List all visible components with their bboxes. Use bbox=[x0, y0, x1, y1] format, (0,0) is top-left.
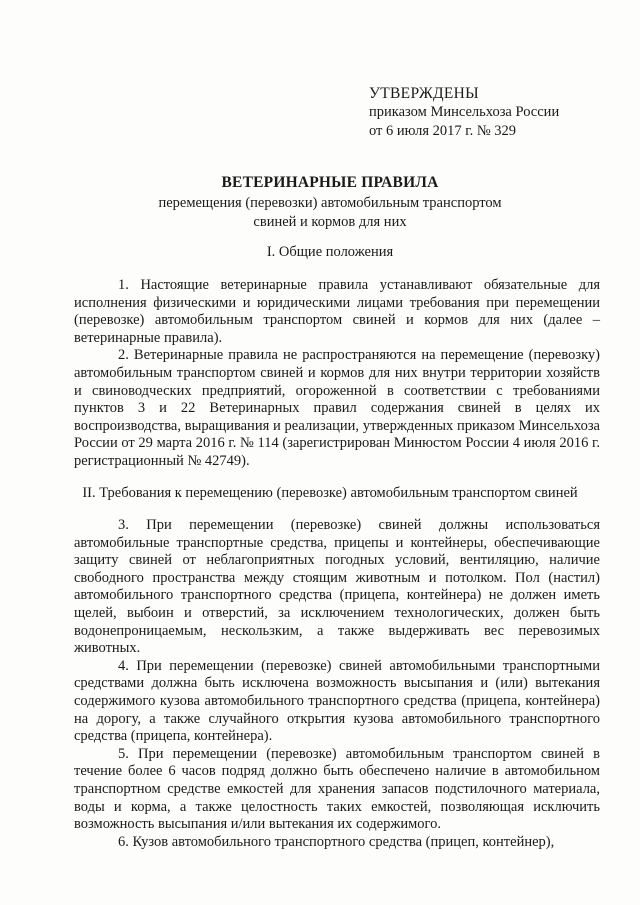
paragraph-4: 4. При перемещении (перевозке) свиней автомобильными транспортными средствами должна быть исключена возможность высыпания и (или) вытекания содержимого кузова автомобильного транспортного средства (прицепа, контейнера) на дорогу, а также случайного открытия кузова автомобильного транспортного средства (прицепа, контейнера). bbox=[74, 657, 600, 745]
paragraph-2: 2. Ветеринарные правила не распространяются на перемещение (перевозку) автомобильным транспортом свиней и кормов для них внутри территории хозяйств и свиноводческих предприятий, огороженной в соответствии с требованиями пунктов 3 и 22 Ветеринарных правил содержания свиней в целях их воспроизводства, выращивания и реализации, утвержденных приказом Минсельхоза России от 29 марта 2016 г. № 114 (зарегистрирован Минюстом России 4 июля 2016 г. регистрационный № 42749). bbox=[74, 347, 600, 469]
document-title: ВЕТЕРИНАРНЫЕ ПРАВИЛА bbox=[221, 174, 439, 191]
approval-stamp bbox=[369, 84, 559, 141]
approval-date: от 6 июля 2017 г. № 329 bbox=[369, 123, 517, 139]
section-2-heading: II. Требования к перемещению (перевозке) автомобильным транспортом свиней bbox=[82, 485, 578, 501]
paragraph-1: 1. Настоящие ветеринарные правила устанавливают обязательные для исполнения физическими и юридическими лицами требования при перемещении (перевозке) автомобильным транспортом свиней и кормов для них (далее – ветеринарные правила). bbox=[74, 277, 600, 346]
approval-order: приказом Минсельхоза России bbox=[369, 104, 560, 120]
document-subtitle-line-1: перемещения (перевозки) автомобильным транспортом bbox=[158, 195, 502, 211]
section-2-body bbox=[74, 517, 600, 851]
document-subtitle-line-2: свиней и кормов для них bbox=[253, 214, 407, 230]
paragraph-3: 3. При перемещении (перевозке) свиней должны использоваться автомобильные транспортные средства, прицепы и контейнеры, обеспечивающие защиту свиней от неблагоприятных погодных условий, вентиляцию, наличие свободного пространства между стоящим животным и потолком. Пол (настил) автомобильного транспортного средства (прицепа, контейнера) не должен иметь щелей, выбоин и отверстий, за исключением технологических, должен быть водонепроницаемым, нескользким, а также выдерживать вес перевозимых животных. bbox=[74, 517, 600, 657]
paragraph-5: 5. При перемещении (перевозке) автомобильным транспортом свиней в течение более 6 часов подряд должно быть обеспечено наличие в автомобильном транспортном средстве емкостей для хранения запасов подстилочного материала, воды и корма, а также целостность таких емкостей, позволяющая исключить возможность высыпания и/или вытекания их содержимого. bbox=[74, 745, 600, 833]
section-1-heading: I. Общие положения bbox=[266, 244, 394, 260]
section-1-body bbox=[74, 277, 600, 471]
approval-title: УТВЕРЖДЕНЫ bbox=[369, 85, 479, 102]
document-title-block bbox=[60, 173, 600, 232]
paragraph-6-start: 6. Кузов автомобильного транспортного средства (прицеп, контейнер), bbox=[118, 833, 555, 850]
